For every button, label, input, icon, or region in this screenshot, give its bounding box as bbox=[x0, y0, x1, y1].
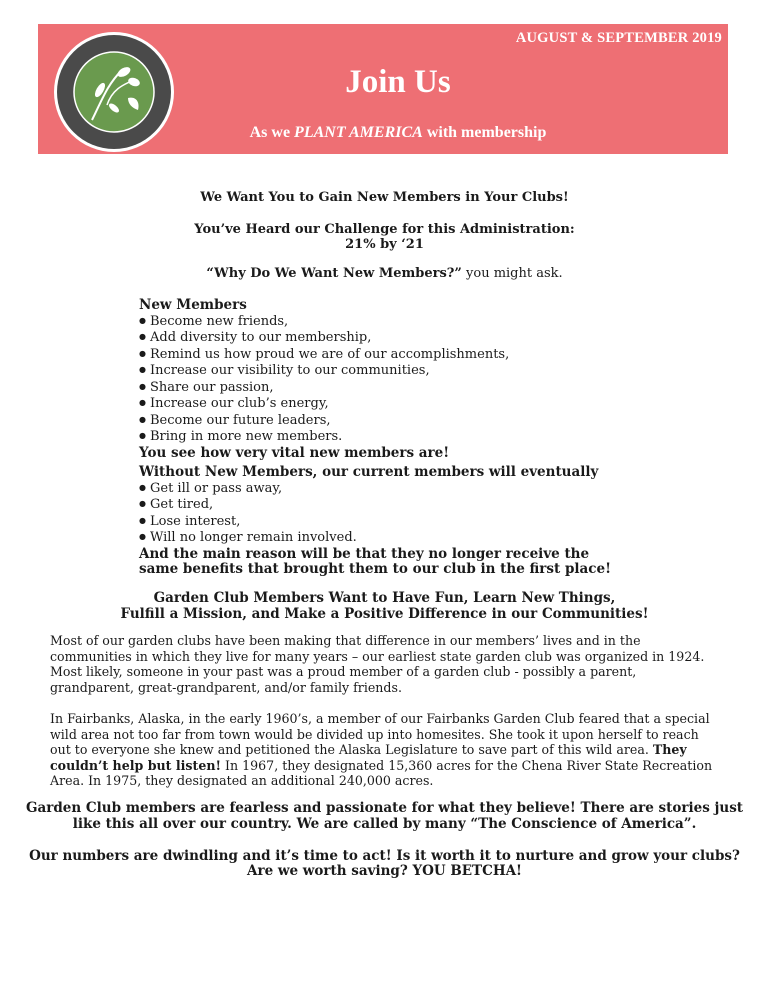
list-item: ● Add diversity to our membership, bbox=[139, 330, 699, 347]
without-conclusion-2: same benefits that brought them to our club in the first place! bbox=[139, 561, 611, 577]
paragraph-history: Most of our garden clubs have been making that difference in our members’ lives and in the communities in which they live for many years – our earliest state garden club was organized in 1924. Most likely, someone in your past was a proud member of a garden club - possibly a parent, grandparent, great-grandparent, and/or family friends. bbox=[50, 633, 705, 695]
mission-line-2: Fulfill a Mission, and Make a Positive Difference in our Communities! bbox=[120, 606, 649, 622]
list-item: ● Bring in more new members. bbox=[139, 429, 699, 446]
list-item: ● Remind us how proud we are of our accomplishments, bbox=[139, 347, 699, 364]
closing-1-line-1: Garden Club members are fearless and passionate for what they believe! There are stories just bbox=[25, 800, 744, 816]
without-heading: Without New Members, our current members will eventually bbox=[139, 464, 599, 480]
subtitle-emphasis: PLANT AMERICA bbox=[294, 124, 423, 141]
list-item: ● Lose interest, bbox=[139, 514, 699, 531]
question-bold: “Why Do We Want New Members?” bbox=[206, 266, 462, 281]
garden-club-logo-icon bbox=[52, 30, 176, 154]
fairbanks-bold: They couldn’t help but listen! bbox=[50, 742, 687, 773]
list-item: ● Get ill or pass away, bbox=[139, 481, 699, 498]
list-item: ● Become our future leaders, bbox=[139, 413, 699, 430]
intro-question bbox=[0, 266, 769, 281]
without-conclusion-1: And the main reason will be that they no longer receive the bbox=[139, 545, 590, 562]
new-members-section bbox=[139, 298, 699, 461]
list-item: ● Get tired, bbox=[139, 497, 699, 514]
new-members-conclusion: You see how very vital new members are! bbox=[139, 444, 450, 461]
question-rest: you might ask. bbox=[461, 266, 563, 281]
closing-1-line-2: like this all over our country. We are called by many “The Conscience of America”. bbox=[72, 816, 697, 832]
list-item: ● Share our passion, bbox=[139, 380, 699, 397]
list-item: ● Become new friends, bbox=[139, 314, 699, 331]
fairbanks-part-2: In 1967, they designated 15,360 acres for the Chena River State Recreation Area. In 1975, they designated an additional 240,000 acres. bbox=[50, 757, 713, 788]
new-members-list bbox=[139, 314, 699, 446]
issue-date: AUGUST & SEPTEMBER 2019 bbox=[515, 30, 722, 46]
list-item: ● Increase our visibility to our communities, bbox=[139, 363, 699, 380]
list-item: ● Will no longer remain involved. bbox=[139, 530, 699, 547]
page-title: Join Us bbox=[345, 64, 451, 100]
intro-line-3: 21% by ‘21 bbox=[345, 237, 424, 252]
list-item: ● Increase our club’s energy, bbox=[139, 396, 699, 413]
subtitle-pre: As we bbox=[249, 124, 295, 141]
closing-2-line-1: Our numbers are dwindling and it’s time to act! Is it worth it to nurture and grow your clubs? bbox=[29, 848, 740, 864]
subtitle-post: with membership bbox=[422, 124, 547, 141]
intro-line-2: You’ve Heard our Challenge for this Administration: bbox=[194, 222, 575, 237]
new-members-heading: New Members bbox=[139, 297, 247, 313]
closing-2-line-2: Are we worth saving? YOU BETCHA! bbox=[247, 863, 522, 879]
without-section bbox=[139, 465, 699, 578]
without-list bbox=[139, 481, 699, 547]
paragraph-fairbanks bbox=[50, 711, 720, 789]
intro-line-1: We Want You to Gain New Members in Your Clubs! bbox=[200, 190, 569, 205]
mission-line-1: Garden Club Members Want to Have Fun, Learn New Things, bbox=[153, 590, 616, 606]
fairbanks-part-1: In Fairbanks, Alaska, in the early 1960’s, a member of our Fairbanks Garden Club feared that a special wild area not too far from town would be divided up into homesites. She took it upon herself to reach out to everyone she knew and petitioned the Alaska Legislature to save part of this wild area. bbox=[50, 711, 710, 757]
